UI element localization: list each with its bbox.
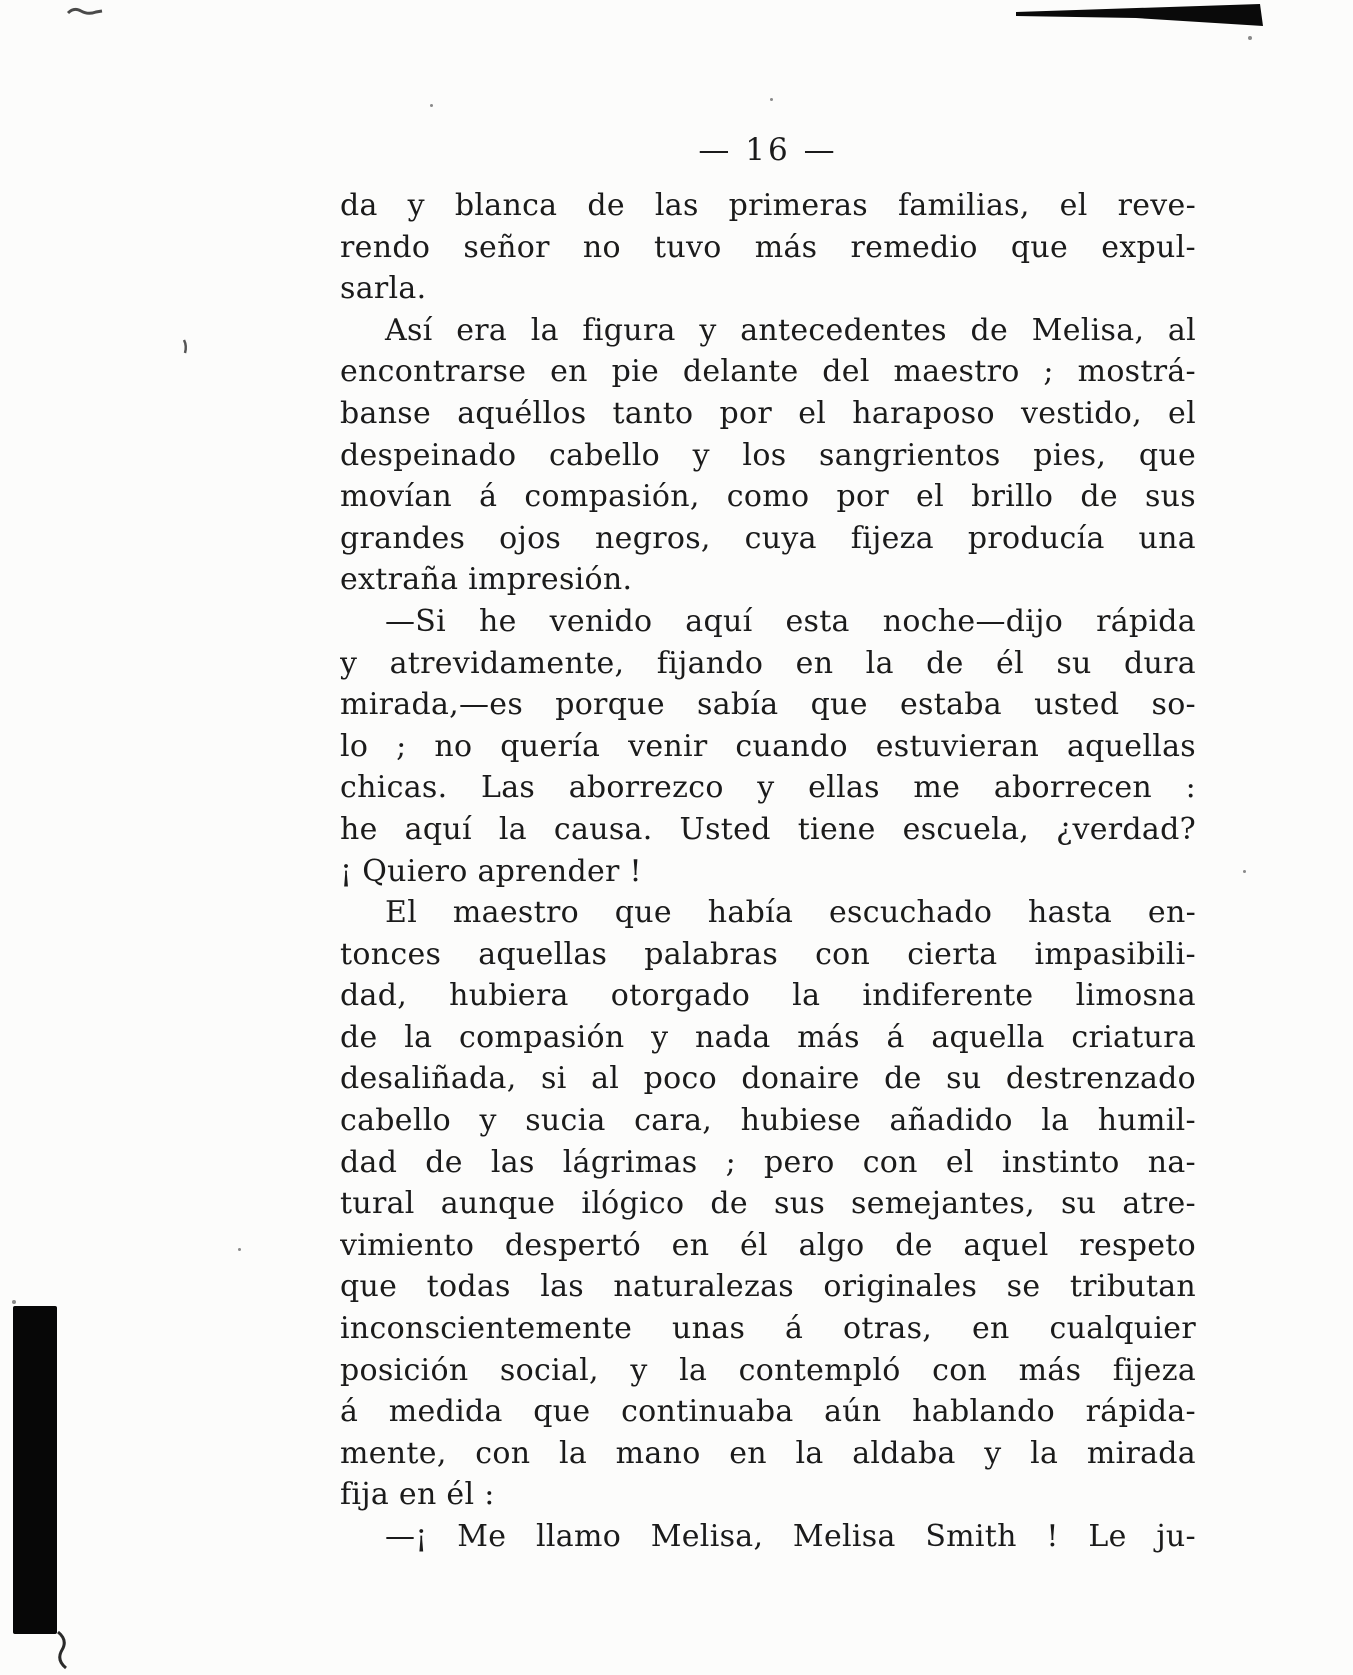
scan-speck — [238, 1248, 241, 1251]
text-line: encontrarse en pie delante del maestro ; mostrá- — [340, 354, 1196, 390]
text-line: movían á compasión, como por el brillo de sus — [340, 479, 1196, 515]
text-line: posición social, y la contempló con más fijeza — [340, 1352, 1196, 1388]
text-line: ¡ Quiero aprender ! — [340, 853, 642, 889]
scan-speck — [430, 104, 433, 107]
text-line: cabello y sucia cara, hubiese añadido la humil- — [340, 1103, 1196, 1139]
text-line: chicas. Las aborrezco y ellas me aborrecen : — [340, 770, 1196, 806]
text-line: mirada,—es porque sabía que estaba usted so- — [340, 687, 1196, 723]
scan-speck — [1248, 36, 1252, 40]
text-line: —Si he venido aquí esta noche—dijo rápida — [385, 603, 1196, 639]
text-line: y atrevidamente, fijando en la de él su dura — [340, 645, 1196, 681]
text-line: vimiento despertó en él algo de aquel respeto — [340, 1227, 1196, 1263]
scan-artifact-left-black-bar — [13, 1306, 57, 1634]
text-block — [340, 130, 1196, 1558]
text-line: á medida que continuaba aún hablando rápida- — [340, 1394, 1196, 1430]
text-line: que todas las naturalezas originales se tributan — [340, 1269, 1196, 1305]
scan-speck — [770, 98, 773, 101]
text-line: El maestro que había escuchado hasta en- — [385, 895, 1196, 931]
scan-speck — [1243, 870, 1246, 873]
text-line: rendo señor no tuvo más remedio que expul- — [340, 229, 1196, 265]
text-line: grandes ojos negros, cuya fijeza producía una — [340, 520, 1196, 556]
scan-speck — [12, 1300, 16, 1304]
text-line: dad, hubiera otorgado la indiferente limosna — [340, 978, 1196, 1014]
text-line: da y blanca de las primeras familias, el reve- — [340, 188, 1196, 223]
text-line: he aquí la causa. Usted tiene escuela, ¿verdad? — [340, 811, 1196, 847]
text-line: dad de las lágrimas ; pero con el instinto na- — [340, 1144, 1196, 1180]
text-line: banse aquéllos tanto por el haraposo vestido, el — [340, 395, 1196, 431]
text-line: tural aunque ilógico de sus semejantes, su atre- — [340, 1186, 1196, 1222]
text-line: inconscientemente unas á otras, en cualquier — [340, 1311, 1196, 1347]
text-line: lo ; no quería venir cuando estuvieran aquellas — [340, 728, 1196, 764]
text-line: mente, con la mano en la aldaba y la mirada — [340, 1435, 1196, 1471]
text-line: sarla. — [340, 271, 427, 307]
page-number: — 16 — — [698, 132, 838, 168]
text-line: —¡ Me llamo Melisa, Melisa Smith ! Le ju- — [385, 1519, 1196, 1554]
scan-artifact-top-left-squiggle — [66, 4, 106, 20]
scan-artifact-top-right-wedge — [1016, 3, 1264, 31]
text-line: despeinado cabello y los sangrientos pies, que — [340, 437, 1196, 473]
text-line: fija en él : — [340, 1477, 495, 1513]
text-line: extraña impresión. — [340, 562, 633, 598]
text-line: tonces aquellas palabras con cierta impasibili- — [340, 936, 1196, 972]
scan-artifact-bottom-squiggle — [52, 1630, 92, 1672]
text-line: Así era la figura y antecedentes de Melisa, al — [385, 312, 1196, 348]
text-line: desaliñada, si al poco donaire de su destrenzado — [340, 1061, 1196, 1097]
scan-artifact-left-tick — [180, 338, 192, 356]
body-lines — [340, 185, 1196, 1558]
text-line: de la compasión y nada más á aquella criatura — [340, 1019, 1196, 1055]
